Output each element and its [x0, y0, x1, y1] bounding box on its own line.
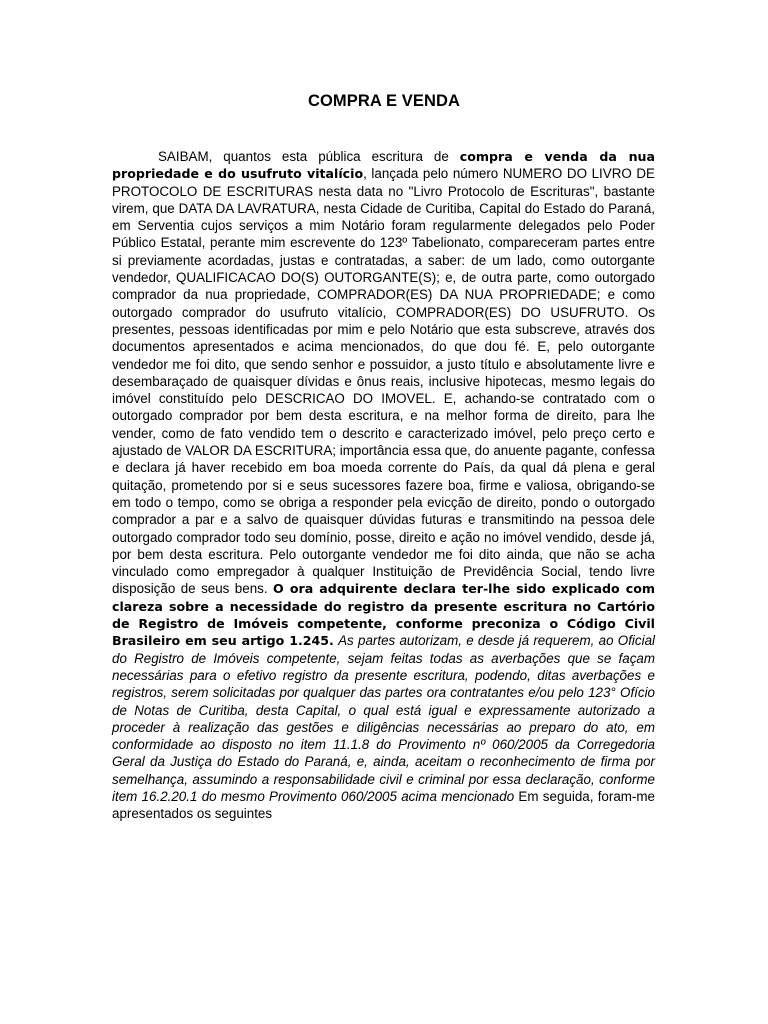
deed-type-bold: compra e venda da nua propriedade e do usufruto vitalício: [112, 149, 655, 182]
authorization-italic: As partes autorizam, e desde já requerem, ao Oficial do Registro de Imóveis competente, sejam feitas todas as averbações que se façam necessárias para o efetivo registro da presente escritura, podendo, ditas averbações e registros, serem solicitadas por qualquer das partes ora contratantes e/ou pelo 123° Ofício de Notas de Curitiba, desta Capital, o qual está igual e expressamente autorizado a proceder à realização das gestões e diligências necessárias ao preparo do ato, em conformidade ao disposto no item 11.1.8 do Provimento nº 060/2005 da Corregedoria Geral da Justiça do Estado do Paraná, e, ainda, aceitam o reconhecimento de firma por semelhança, assumindo a responsabilidade civil e criminal por essa declaração, conforme item 16.2.20.1 do mesmo Provimento 060/2005 acima mencionado: [112, 633, 655, 804]
document-body-paragraph: [112, 148, 655, 823]
closing-text: Em seguida, foram-me apresentados os seguintes: [112, 788, 655, 822]
document-title: COMPRA E VENDA: [307, 92, 461, 110]
parties-and-terms-text: , lançada pelo número NUMERO DO LIVRO DE PROTOCOLO DE ESCRITURAS nesta data no "Livro Protocolo de Escrituras", bastante virem, que DATA DA LAVRATURA, nesta Cidade de Curitiba, Capital do Estado do Paraná, em Serventia cujos serviços a mim Notário foram regularmente delegados pelo Poder Público Estatal, perante mim escrevente do 123º Tabelionato, compareceram partes entre si previamente acordadas, justas e contratadas, a saber: de um lado, como outorgante vendedor, QUALIFICACAO DO(S) OUTORGANTE(S); e, de outra parte, como outorgado comprador da nua propriedade, COMPRADOR(ES) DA NUA PROPRIEDADE; e como outorgado comprador do usufruto vitalício, COMPRADOR(ES) DO USUFRUTO. Os presentes, pessoas identificadas por mim e pelo Notário que esta subscreve, através dos documentos apresentados e acima mencionados, do que dou fé. E, pelo outorgante vendedor me foi dito, que sendo senhor e possuidor, a justo título e absolutamente livre e desembaraçado de quaisquer dívidas e ônus reais, inclusive hipotecas, mesmo legais do imóvel constituído pelo DESCRICAO DO IMOVEL. E, achando-se contratado com o outorgado comprador por bem desta escritura, e na melhor forma de direito, para lhe vender, como de fato vendido tem o descrito e caracterizado imóvel, pelo preço certo e ajustado de VALOR DA ESCRITURA; importância essa que, do anuente pagante, confessa e declara já haver recebido em boa moeda corrente do País, da qual dá plena e geral quitação, prometendo por si e seus sucessores fazere boa, firme e valiosa, obrigando-se em todo o tempo, como se obriga a responder pela evicção de direito, pondo o outorgado comprador a par e a salvo de quaisquer dúvidas futuras e transmitindo na pessoa dele outorgado comprador todo seu domínio, posse, direito e ação no imóvel vendido, desde já, por bem desta escritura. Pelo outorgante vendedor me foi dito ainda, que não se acha vinculado como empregador à qualquer Instituição de Previdência Social, tendo livre disposição de seus bens.: [112, 166, 655, 597]
registry-declaration-bold: O ora adquirente declara ter-lhe sido explicado com clareza sobre a necessidade do registro da presente escritura no Cartório de Registro de Imóveis competente, conforme preconiza o Código Civil Brasileiro em seu artigo 1.245.: [112, 581, 655, 649]
opening-text: SAIBAM, quantos esta pública escritura de: [158, 149, 460, 164]
